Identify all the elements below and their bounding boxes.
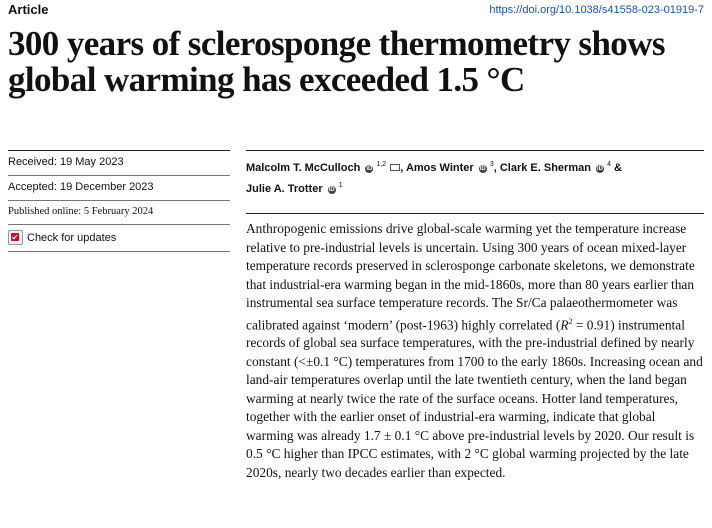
author-separator: ,: [400, 162, 406, 174]
author-separator: ,: [493, 162, 500, 174]
received-date: Received: 19 May 2023: [8, 156, 124, 168]
affiliation-marker: 3: [489, 161, 494, 168]
article-type-label: Article: [8, 2, 49, 17]
check-for-updates-button[interactable]: [8, 225, 230, 251]
orcid-icon[interactable]: iD: [479, 166, 486, 172]
affiliation-marker: 4: [607, 161, 611, 168]
article-title: 300 years of sclerosponge thermometry shows global warming has exceeded 1.5 °C: [8, 24, 665, 99]
accepted-date: Accepted: 19 December 2023: [8, 181, 154, 193]
doi-link[interactable]: https://doi.org/10.1038/s41558-023-01919-7: [489, 4, 704, 16]
affiliation-marker: 1: [338, 182, 343, 189]
r-squared-symbol: R: [560, 316, 569, 332]
orcid-icon[interactable]: iD: [597, 166, 603, 172]
orcid-icon[interactable]: iD: [328, 187, 335, 193]
r-squared-exponent: 2: [568, 316, 573, 326]
orcid-icon[interactable]: iD: [366, 166, 373, 172]
check-for-updates-label: Check for updates: [27, 231, 117, 244]
author-entry: [246, 162, 406, 174]
affiliation-marker: 1,2: [376, 161, 387, 168]
author-name[interactable]: Julie A. Trotter: [246, 183, 323, 195]
abstract-text-part: = 0.91) instrumental records of global sea surface temperatures, with the pre-industrial defined by nearly constant (<±0.1 °C) temperatures from 1700 to the early 1860s. Increasing ocean and land-air temperatures overlap until the late twentieth century, when the land began warming at nearly twice the rate of the surface oceans. Hotter land temperatures, together with the earlier onset of industrial-era warming, indicate that global warming was already 1.7 ± 0.1 °C above pre-industrial levels by 2020. Our result is 0.5 °C higher than IPCC estimates, with 2 °C global warming projected by the late 2020s, nearly two decades earlier than expected.: [246, 316, 703, 480]
abstract: [246, 213, 704, 482]
author-name[interactable]: Amos Winter: [405, 162, 474, 174]
author-name[interactable]: Clark E. Sherman: [499, 162, 591, 174]
author-entry: [246, 183, 343, 195]
author-name[interactable]: Malcolm T. McCulloch: [246, 162, 361, 174]
author-list: [246, 150, 704, 198]
check-updates-icon: [8, 230, 23, 245]
abstract-text-part: Anthropogenic emissions drive global-scale warming yet the temperature increase relative to pre-industrial levels is uncertain. Using 300 years of ocean mixed-layer temperature records preserved in sclerosponge carbonate skeletons, we demonstrate that industrial-era warming began in the mid-1860s, more than 80 years earlier than instrumental sea surface temperature records. The Sr/Ca palaeothermometer was calibrated against ‘modern’ (post-1963) highly correlated (: [246, 221, 695, 332]
published-date: Published online: 5 February 2024: [8, 206, 154, 217]
author-entry: [406, 162, 500, 174]
author-entry: [500, 162, 622, 174]
abstract-text: [246, 220, 704, 482]
article-history: [8, 150, 230, 252]
author-separator: &: [610, 162, 622, 174]
email-icon[interactable]: [390, 164, 400, 171]
